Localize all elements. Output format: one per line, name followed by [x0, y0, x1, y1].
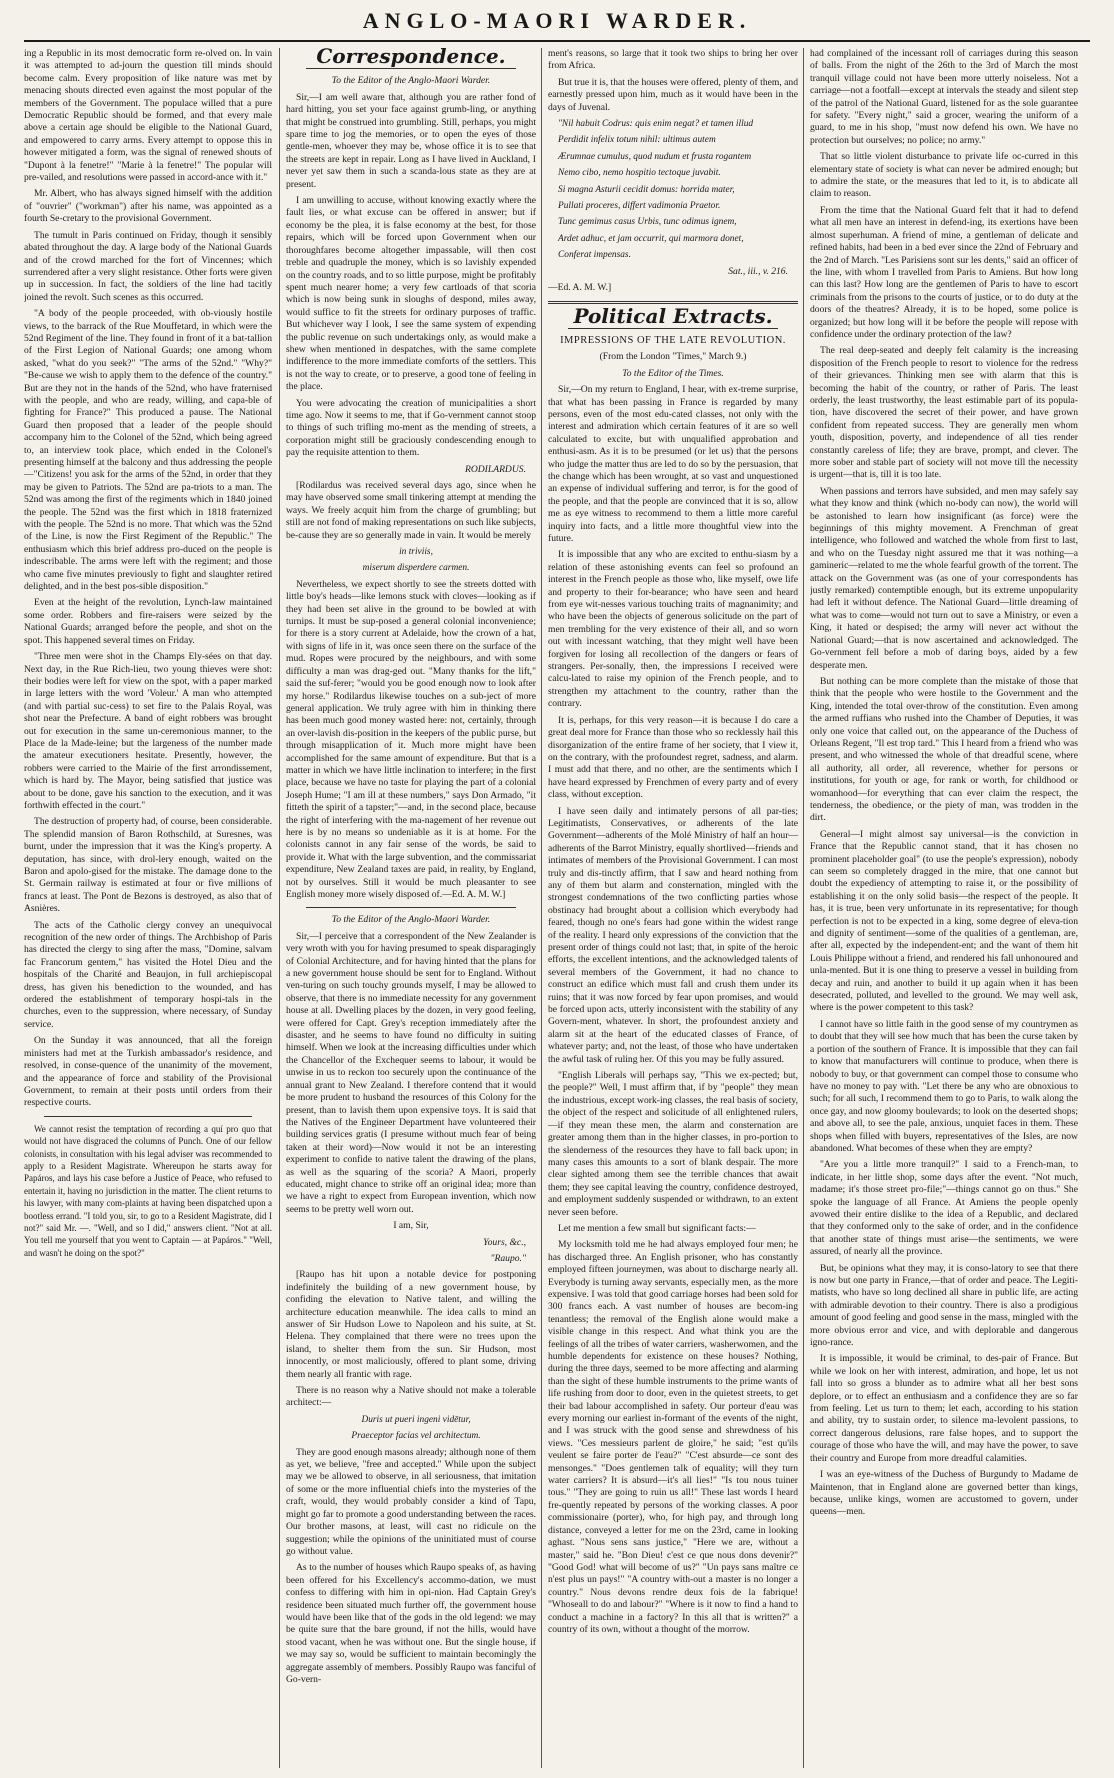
verse-line: "Nil habuit Codrus: quis enim negat? et tamen illud: [558, 119, 754, 130]
paragraph: As to the number of houses which Raupo speaks of, as having been offered for his Excellency's accommo-dation, we must confess to differing with him in opi-nion. Had Captain Grey's residence been situated much further off, the government house would have been like that of the gods in the old legend: we may be quite sure that the bare ground, if not the hills, would have stood vacant, when he was without one. But the single house, if we may say so, would be sufficient to maintain becomingly the aggregate assembly of members. Possibly Raupo was fanciful of Go-vern-: [286, 1562, 536, 1685]
paragraph: ing a Republic in its most democratic form re-olved on. In vain it was attempted to ad-journ the question till minds should become calm. Every proposition of like nature was met by menacing shouts directed even against the most popular of the members of the Government. The populace willed that a pure Democratic Republic should be formed, and that every male above a certain age should be eligible to the National Guard, and empowered to carry arms. Every attempt to oppose this in however mitigated a form, was the signal of renewed shouts of "Dupont à la fenetre!" "Marie à la fenetre!" The popular will pre-vailed, and resolutions were passed in accord-ance with it.": [24, 48, 272, 184]
paragraph: There is no reason why a Native should not make a tolerable architect:—: [286, 1385, 536, 1409]
paragraph: "Three men were shot in the Champs Ely-sées on that day. Next day, in the Rue Rich-lieu, two young thieves were shot: their bodies were left for view on the spot, with a paper marked in large letters with the word 'Voleur.' A man who attempted (and with partial suc-cess) to set fire to the Palais Royal, was shot near the Prefecture. A band of eight robbers was brought out for execution in the same un-ceremonious manner, to the Place de la Made-leine; but the largeness of the number made the amateur executioners hesitate. Presently, however, the robbers were carried to the Mairie of the first arrondissement, which is hard by. The Mayor, being satisfied that justice was about to be done, gave his sanction to the execution, and it was forthwith effected in the court.": [24, 651, 272, 811]
paragraph: Mr. Albert, who has always signed himself with the addition of "ouvrier" ("workman") after his name, was appointed as a fourth Se-cretary to the provisional Government.: [24, 188, 272, 225]
paragraph: I cannot have so little faith in the good sense of my countrymen as to doubt that they will see how much that has been the curse taken by a portion of the southern of France. It is impossible that they can fail to know that manufacturers will continue to produce, when there is nobody to buy, or that government can compel those to consume who have no money to pay with. "Let there be any who are obnoxious to such; for all such, I recommend them to go to Paris, to walk along the once gay, and now gloomy boulevards; to look on the deserted shops; and above all, to see the pale, anxious, unquiet faces in them. These shops when filled with buyers, representatives of the Isles, are now abandoned. What becomes of these when they are empty?: [810, 1018, 1078, 1154]
column-rule: [803, 48, 804, 1768]
verse-line: Tunc gemimus casus Urbis, tunc odimus ignem,: [558, 217, 737, 228]
verse-line: Perdidit infelix totum nihil: ultimus autem: [558, 135, 716, 146]
editor-signature: —Ed. A. M. W.]: [548, 282, 612, 294]
paragraph: My locksmith told me he had always employed four men; he has discharged three. An English prisoner, who has constantly employed fifteen journeymen, was about to discharge nearly all. Everybody is turning away servants, especially men, as the more expensive. I was told that good carriage horses had been sold for 300 francs each. A vast number of houses are becom-ing tenantless; the removal of the English alone would make a visible change in this respect. And what think you are the feelings of all the tribes of water carriers, washerwomen, and the humble dependents for existence on these houses? Nothing, during the three days, seemed to be more affecting and alarming than the sight of these humble instruments to the prime wants of life rushing from door to door, even in the quietest streets, to get their bad labour accomplished in safety. Our porteur d'eau was every morning our earliest in-formant of the events of the night, and I was struck with the good sense and shrewdness of his views. "Ces messieurs parlent de gloire," he said; "est qu'ils veulent se faire porter de l'eau?" "C'est absurde—ce sont des mensonges." "Does gentlemen talk of equality; will they turn water carriers? It is absurd—it's all lies!" "Is tou nous tuiner tous." "They are going to ruin us all!" These last words I heard fre-quently repeated by persons of the working classes. A poor commissionaire (porter), who, for high pay, and through long distance, conveyed a letter for me on the 23rd, came in looking aghast. "Nous sens sans justice," "Here we are, without a master," said he. "Bon Dieu! c'est ce que nous dons devenir?" "Good God! what will become of us?" "Un pays sans maître ce n'est plus un pays!" "A country with-out a master is no longer a country." Nous devons rendre deux fois de la fabrique! "Whoseall to do and labour?" "Where is it now to find a hand to conduct a machine in a factory? In this all that is written?" a country of its own, without a thought of the morrow.: [548, 1239, 798, 1635]
masthead-rule: [24, 40, 1090, 42]
section-heading-political-extracts: Political Extracts.: [573, 303, 773, 328]
paragraph: ment's reasons, so large that it took two ships to bring her over from Africa.: [548, 48, 798, 72]
letter-address: To the Editor of the Anglo-Maori Warder.: [331, 914, 491, 926]
article-source: (From the London "Times," March 9.): [599, 351, 747, 363]
paragraph: General—I might almost say universal—is the conviction in France that the Republic cannot stand, that it has chosen no prominent placeholder goal" (to use the people's expression), nobody can seem so completely dragged in the mire, that one cannot but doubt the expediency of attempting to raise it, or the possibility of establishing it on the only solid basis—the respect of the people. It has, it is true, been very unfortunate in its representative; for though perfection is not to be expected in a king, some degree of eleva-tion and dignity of sentiment—some of the qualities of a gentleman, are, after all, expected by the independent-ent; and the want of them hit Louis Philippe without a friend, and rendered his fall unhonoured and unla-mented. But it is one thing to preserve a vessel in building from decay and ruin, and another to build it up again when it has been desecrated, polluted, and levelled to the ground. We may well ask, where is the power competent to this task?: [810, 828, 1078, 1014]
paragraph: We cannot resist the temptation of recording a quí pro quo that would not have disgraced the columns of Punch. One of our fellow colonists, in consultation with his legal adviser was recommended to apply to a Resident Magistrate. Whereupon he starts away for Papáros, and lays his case before a Justice of Peace, who refused to entertain it, having no jurisdiction in the matter. The client returns to his lawyer, with many com-plaints at having been dispatched upon a bootless errand. "I told you, sir, to go to a Resident Magistrate, did I not?" said Mr. —. "Well, and so I did," answers client. "Not at all. You tell me yourself that you went to Captain — at Papáros." "Well, and wasn't he doing on the spot?": [24, 1123, 272, 1258]
column-rule: [541, 48, 542, 1768]
paragraph: I am unwilling to accuse, without knowing exactly where the fault lies, or what excuse can be offered in answer; but if economy be the plea, it is false economy at the best, for those repairs, which will be forced upon Government when our thoroughfares become altogether impassable, will then cost treble and quadruple the money, which is so lavishly expended on the country roads, and to so little purpose, might be profitably spent much nearer home; a very few cartloads of that scoria which is now being sunk in sloughs of despond, miles away, would suffice to fit the streets for ordinary purposes of traffic. But whichever way I look, I see the same system of expending the public revenue on such undertakings only, as would make a shew when mentioned in despatches, with the same complete indifference to the more immediate comforts of the settlers. This is not the way to create, or to preserve, a good tone of feeling in the place.: [286, 195, 536, 393]
paragraph: Nevertheless, we expect shortly to see the streets dotted with little boy's heads—like lemons stuck with cloves—looking as if they had been set alive in the ground to be bowled at with turnips. It must be sup-posed a general colonial inconvenience; for there is a story current at Adelaide, how the crown of a hat, with signs of life in it, was once seen there on the surface of the mud. Ropes were procured by the neighbours, and with some difficulty a man was drag-ged out. "Many thanks for the lift," said the suf-ferer; "would you be good enough now to look after my horse." Rodilardus likewise touches on a sub-ject of more general application. We truly agree with him in thinking there has been much good money wasted here: not, certainly, through an over-lavish dis-position in the keepers of the public purse, but through misapplication of it. Much more might have been accomplished for the same amount of expenditure. But that is a matter in which we have little inclination to interfere; in the first place, because we have no taste for playing the part of a colonial Joseph Hume; "I am ill at these numbers," says Don Armado, "it fitteth the spirit of a tapster;"—and, in the second place, because the right of interfering with the ma-nagement of her revenue out here is by no means so undeniable as it is at home. For the colonists cannot in any fair sense of the words, be said to provide it. What with the large subvention, and the commissariat expenditure, New Zealand taxes are paid, in reality, by England, not by ourselves. Still it would be much pleasanter to see English money more wisely disposed of.—Ed. A. M. W.]: [286, 578, 536, 900]
verse-line: Ardet adhuc, et jam occurrit, qui marmora donet,: [558, 233, 744, 244]
paragraph: Sir,—I perceive that a correspondent of the New Zealander is very wroth with you for having presumed to speak disparagingly of Colonial Architecture, and for having hinted that the plans for a new government house should be sent for to England. Without ven-turing on such touchy grounds myself, I may be allowed to observe, that there is no immediate necessity for any government house at all. Dwelling places by the dozen, in very good feeling, were offered for Capt. Grey's reception immediately after the disaster, and he seems to have found no difficulty in suiting himself. When we look at the increasing difficulties under which the Chancellor of the Exchequer seems to labour, it would be unwise in us to reckon too securely upon the continuance of the annual grant to New Zealand. I therefore contend that it would be more prudent to husband the resources of this Colony for the present, than to lavish them upon expensive toys. It is said that the Natives of the Engineer Department have volunteered their building services gratis (I presume without much fear of being taken at their word)—Now would it not be an interesting experiment to confide to native talent the drawing of the plans, as well as the squaring of the scoria? A Maori, properly educated, might chance to strike off an original idea; more than we have a right to expect from European invention, which now seems to be pretty well worn out.: [286, 930, 536, 1215]
divider: [306, 68, 516, 69]
paragraph: From the time that the National Guard felt that it had to defend what all men have an interest in defend-ing, its exertions have been almost superhuman. A friend of mine, a gentleman of delicate and refined habits, had been in a bed ever since the 22nd of February and the 2nd of March. "Les Parisiens sont sur les dents," said an officer of the line, with whom I travelled from Paris to Amiens. But how long can this last? How long are the gentlemen of Paris to have to escort criminals from the prisons to the courts of justice, or to do duty at the doors of the theatres? Already, it is to be hoped, some police is organized; but how long will it be before the people will repose with confidence under the ordinary protection of the law?: [810, 204, 1078, 340]
verse-line: Pullati proceres, differt vadimonia Praetor.: [558, 201, 721, 212]
paragraph: Sir,—I am well aware that, although you are rather fond of hard hitting, you set your face against grumb-ling, or anything that might be construed into grumbling. Still, perhaps, you might spare time to jog the memories, or to open the eyes of those gentle-men, whoever they may be, whose office it is to see that the streets are kept in repair. Long as I have lived in Auckland, I never yet saw them in such a scanda-lous state as they are at present.: [286, 91, 536, 190]
paragraph: [Rodilardus was received several days ago, since when he may have observed some small tinkering attempt at mending the ways. We freely acquit him from the charge of grumbling; but still are not fond of making representations on such like subjects, be-cause they are so generally made in vain. It would be merely: [286, 480, 536, 541]
verse-line: in triviis,: [399, 547, 433, 558]
verse-line: Conferat impensas.: [558, 250, 631, 261]
paragraph: "English Liberals will perhaps say, "This we ex-pected; but, the people?" Well, I must affirm that, if by "people" they mean the industrious, except work-ing classes, the real basis of society, the object of the respect and solicitude of all enlightened rulers,—if they mean these men, the alarm and consternation are greater among them than in the higher classes, in pro-portion to the slenderness of the resources they have to fall back upon; in many cases this amounts to a sort of blank despair. The more clear sighted among them see the terrible chances that await them; they see capital leaving the country, confidence destroyed, and employment suddenly suspended or withdrawn, to an extent never seen before.: [548, 1070, 798, 1218]
letter-signature: RODILARDUS.: [464, 463, 526, 475]
divider: [568, 328, 778, 329]
column-2: [286, 48, 536, 1770]
paragraph: I was an eye-witness of the Duchess of Burgundy to Madame de Maintenon, that in England alone are governed better than kings, because, unlike kings, women are accustomed to govern, under queens—men.: [810, 1469, 1078, 1518]
masthead-title: ANGLO-MAORI WARDER.: [362, 8, 752, 33]
paragraph: Sir,—On my return to England, I hear, with ex-treme surprise, that what has been passing in France is regarded by many persons, even of the most edu-cated classes, not only with the interest and admiration which certain features of it are so well calculated to excite, but with unqualified approbation and enthusi-asm. As it is to be presumed (or let us) that the persons who judge the matter thus are led to do so by the persuasion, that the change which has been wrought, at so vast and unquestioned an expense of individual suffering and terror, is for the good of the people, and that the people are convinced that it is so, allow me as eye witness to recommend to them a little more careful inquiry into facts, and a little more thoughtful view into the future.: [548, 384, 798, 544]
letter-closing: Yours, &c.,: [483, 1236, 526, 1248]
paragraph: The tumult in Paris continued on Friday, though it sensibly abated throughout the day. A large body of the National Guards and of the crowd marched for the fort of Vincennes; which surrendered after a very slight resistance. Other forts were given up in succession. In fact, the soldiers of the line had tacitly joined the revolt. Such scenes as this occurred.: [24, 229, 272, 303]
letter-address: To the Editor of the Anglo-Maori Warder.: [331, 75, 491, 87]
verse-line: miserum disperdere carmen.: [362, 563, 470, 574]
paragraph: [Raupo has hit upon a notable device for postponing indefinitely the building of a new government house, by confiding the elevation to Native talent, and willing the architecture education meanwhile. The idea calls to mind an answer of Sir Hudson Lowe to Napoleon and his suite, at St. Helena. They complained that there were no trees upon the island, to shelter them from the sun. Sir Hudson, most innocently, or most maliciously, offered to plant some, driving them nearly all frantic with rage.: [286, 1269, 536, 1380]
paragraph: But nothing can be more complete than the mistake of those that think that the people who were hostile to the Government and the King, intended the total over-throw of the constitution. Even among the armed ruffians who rushed into the Chamber of Deputies, it was only one voice that called out, on the appearance of the Duchess of Orleans Regent, "Il est trop tard." This I heard from a friend who was present, and who witnessed the whole of that dreadful scene, where all authority, all order, all reverence, whether for persons or institutions, for youth or age, for rank or worth, for childhood or womanhood—for everything that can ever claim the respect, the tenderness, the obedience, or the piety of man, was trodden in the dirt.: [810, 675, 1078, 824]
paragraph: They are good enough masons already; although none of them as yet, we believe, "free and accepted." While upon the subject may we be allowed to observe, in all seriousness, that imitation of some or the more influential chiefs into the mysteries of the craft, would, they would probably consider a kind of Tapu, might go far to promote a good understanding between the races. Our brother masons, at least, will cast no ridicule on the suggestion; while the opinions of the uninitiated must of course go without value.: [286, 1446, 536, 1557]
column-3: [548, 48, 798, 1770]
paragraph: I have seen daily and intimately persons of all par-ties; Legitimatists, Conservatives, or adherents of the late Government—adherents of the Molé Ministry of half an hour—adherents of the Barrot Ministry, equally shortlived—friends and intimates of members of the Provisional Government. I can most truly and dis-tinctly affirm, that I saw and heard nothing from any of them but alarm and consternation, mingled with the strongest condemnations of the two conflicting parties whose obstinacy had brought about a collision which everybody had feared, though no one's fears had gone within the widest range of the reality. I heard only expressions of the conviction that the present order of things could not last; that, in spite of the heroic efforts, the excellent intentions, and the acknowledged talents of several members of the Government, it had no chance to construct an edifice which must fall and crush them under its ruins; that it was now forced by fear upon promises, and would be forced upon acts, utterly inconsistent with the stability of any Govern-ment, whatever. In short, the profoundest anxiety and alarm sit at the heart of the educated classes of France, of whatever party; and, not the least, of those who have undertaken the awful task of ruling her. Of this you may be fully assured.: [548, 805, 798, 1065]
column-rule: [279, 48, 280, 1768]
column-4: [810, 48, 1078, 1770]
paragraph: But true it is, that the houses were offered, plenty of them, and earnestly pressed upon him, much as it would have been in the days of Juvenal.: [548, 76, 798, 113]
paragraph: "A body of the people proceeded, with ob-viously hostile views, to the barrack of the Rue Mouffetard, in which were the 52nd Regiment of the line. They found in front of it a bat-tallion of the First Legion of National Guards; one among whom asked, "what do you seek?" "The arms of the 52nd." "Why?" "Be-cause we wish to apply them to the defence of the country." But are they not in the hands of the 52nd, who have fraternised with the people, and who are ready, willing, and capa-ble of fighting for France?" This produced a pause. The National Guard then proposed that a leader of the people should accompany him to the Colonel of the 52nd, which being agreed to, an interview took place, which ended in the Colonel's presenting himself at the balcony and thus addressing the people—"Citizens! you ask for the arms of the 52nd, in order that they may be given to Patriots. The 52nd are pa-triots to a man. The 52nd was among the first of the regiments which in 1840 joined the people. The 52nd was the first which in 1818 fraternized with the people. The 52nd is no more. That which was the 52nd of the Line, is now the First Regiment of the Republic." The enthusiasm which this brief address pro-duced on the people is indescribable. The arms were left with the regiment; and those who came five minutes previously to fight and slaughter retired delighted, and in the best pos-sible disposition.": [24, 308, 272, 593]
verse-line: Praeceptor facias vel architectum.: [351, 1431, 481, 1442]
section-heading-correspondence: Correspondence.: [316, 48, 506, 68]
verse-line: Duris ut pueri ingeni vidētur,: [361, 1414, 471, 1425]
paragraph: Let me mention a few small but significant facts:—: [558, 1222, 756, 1234]
paragraph: On the Sunday it was announced, that all the foreign ministers had met at the Turkish ambassador's residence, and resolved, in conse-quence of the unanimity of the movement, and the appearance of force and stability of the Provisional Government, to remain at their posts until orders from their respective courts.: [24, 1035, 272, 1109]
letter-closing: I am, Sir,: [393, 1220, 429, 1232]
paragraph: It is impossible, it would be criminal, to des-pair of France. But while we look on her with interest, admiration, and hope, let us not fall into so gross a blunder as to admire what all her best sons deplore, or to effect an enthusiasm and a confidence they are so far from feeling. Let us turn to them; let each, according to his station and ability, try to sustain order, to silence ma-levolent passions, to correct dangerous delusions, rare false hopes, and to support the courage of those who have the will, and may have the power, to save their country and Europe from more dreadful calamities.: [810, 1353, 1078, 1464]
paragraph: "Are you a little more tranquil?" I said to a French-man, to indicate, in her little shop, some days after the event. "Not much, madame; it's those street pro-file;"—things cannot go on thus." She spoke the language of all France. At Amiens the people openly avowed their entire dislike to the idea of a Republic, and declared that they conformed only to the sake of order, and in the confidence that another state of things must arise—the sentiments, we were assured, of nearly all the province.: [810, 1159, 1078, 1258]
column-1: [24, 48, 272, 1770]
paragraph: When passions and terrors have subsided, and men may safely say what they know and think (which no-body can now), the world will be astonished to learn how insignificant (as force) were the beginnings of this mighty movement. A Frenchman of great intelligence, who followed and watched the whole from first to last, and who on the Tuesday night assured me that it was nothing—a gamineric—related to me the whole fearful growth of the torrent. The attack on the Government was (as one of your correspondents has justly remarked) contemptible enough, but its extreme unpopularity had left it without defence. The National Guard—little dreaming of what was to come—would not turn out to save a Ministry, or even a King, it hated or despised; the army will never act without the National Guard;—that is now ascertained and acknowledged. The Go-vernment fell before a mob of daring boys, aided by a few desperate men.: [810, 485, 1078, 671]
paragraph: had complained of the incessant roll of carriages during this season of balls. From the night of the 26th to the 3rd of March the most tranquil village could not have been more utterly noiseless. Not a carriage—not a footfall—except at intervals the steady and silent step of the patrol of the National Guard, listened for as the sole guarantee for safety. "Every night," said a grocer, wearing the uniform of a guard, to me in his shop, "must now defend his own. We have no protection but ourselves; no police; no army.": [810, 48, 1078, 146]
article-title: IMPRESSIONS OF THE LATE REVOLUTION.: [560, 334, 786, 346]
verse-line: Nemo cibo, nemo hospitio tectoque juvabit.: [558, 168, 721, 179]
letter-address: To the Editor of the Times.: [622, 367, 724, 379]
divider: [44, 1116, 252, 1117]
paragraph: That so little violent disturbance to private life oc-curred in this elementary state of society is what can never be admired enough; but to admire the state, or the measures that led to it, is to abdicate all claim to reason.: [810, 151, 1078, 200]
paragraph: Even at the height of the revolution, Lynch-law maintained some order. Robbers and fire-raisers were seized by the National Guards; arranged before the people, and shot on the spot. This happened several times on Friday.: [24, 597, 272, 646]
paragraph: The acts of the Catholic clergy convey an unequivocal recognition of the new order of things. The Archbishop of Paris has directed the clergy to sing after the mass, "Domine, salvam fac Francorum gentem," has visited the Hotel Dieu and the hospitals of the Charité and Beaujon, in full archiepiscopal dress, has given his benediction to the wounded, and has ordered the establishment of temporary hospi-tals in the churches, even to the suppression, where necessary, of Sunday service.: [24, 919, 272, 1030]
verse-reference: Sat., iii., v. 216.: [728, 265, 788, 277]
divider: [306, 907, 516, 908]
verse-line: Si magna Asturii cecidit domus: horrida mater,: [558, 184, 735, 195]
paragraph: The destruction of property had, of course, been considerable. The splendid mansion of Baron Rothschild, at Suresnes, was burnt, under the impression that it was the King's property. A deputation, has since, with drol-lery enough, waited on the Baron and apolo-gised for the mistake. The damage done to the St. Germain railway is estimated at four or five millions of francs at least. The Pont de Bezons is destroyed, as also that of Asnières.: [24, 816, 272, 915]
paragraph: The real deep-seated and deeply felt calamity is the increasing disposition of the French people to resort to violence for the redress of their grievances. Thinking men see with alarm that this is becoming the habit of the country, or rather of Paris. The least orderly, the least trustworthy, the least estimable part of its popula-tion, have discovered the secret of their power, and have grown confident from repeated success. They are generally men whom youth, disposition, poverty, and independence of all ties render constantly careless of life; they are brave, prompt, and clever. The more sober and stable part of society will not move till the necessity is urgent—that is, till it is too late.: [810, 345, 1078, 481]
paragraph: It is, perhaps, for this very reason—it is because I do care a great deal more for France than those who so recklessly hail this disorganization of the entire frame of her society, that I view it, on the contrary, with the profoundest regret, sadness, and alarm. I must add that there, and no other, are the sentiments which I have heard expressed by Frenchmen of every party and of every class, without exception.: [548, 714, 798, 801]
paragraph: But, be opinions what they may, it is conso-latory to see that there is now but one party in France,—that of order and peace. The Legiti-matists, who have so long declined all share in public life, are acting with admirable devotion to their country. There is also a prodigious amount of good feeling and good sense in the mass, mingled with the more obvious error and vice, and with deplorable and dangerous igno-rance.: [810, 1262, 1078, 1349]
letter-signature: "Raupo.": [490, 1252, 526, 1264]
paragraph: You were advocating the creation of municipalities a short time ago. Now it seems to me, that if Go-vernment cannot stoop to things of such trifling mo-ment as the mending of streets, a corporation might still be graciously condescending enough to pay the requisite attention to them.: [286, 397, 536, 459]
paragraph: It is impossible that any who are excited to enthu-siasm by a relation of these astonishing events can feel so profound an interest in the French people as those who, like myself, owe life and property to their for-bearance; who have seen and heard from eye wit-nesses various touching traits of magnanimity; and who have been the objects of generous solicitude on the part of men trembling for the very existence of their all, and so worn out with incessant watching, that they might well have been forgiven for losing all recollection of the dangers or fears of strangers. Per-sonally, then, the impressions I received were calcu-lated to raise my opinion of the French people, and to strengthen my attachment to the country, rather than the contrary.: [548, 549, 798, 710]
verse-line: Ærumnae cumulus, quod nudum et frusta rogantem: [558, 151, 752, 162]
